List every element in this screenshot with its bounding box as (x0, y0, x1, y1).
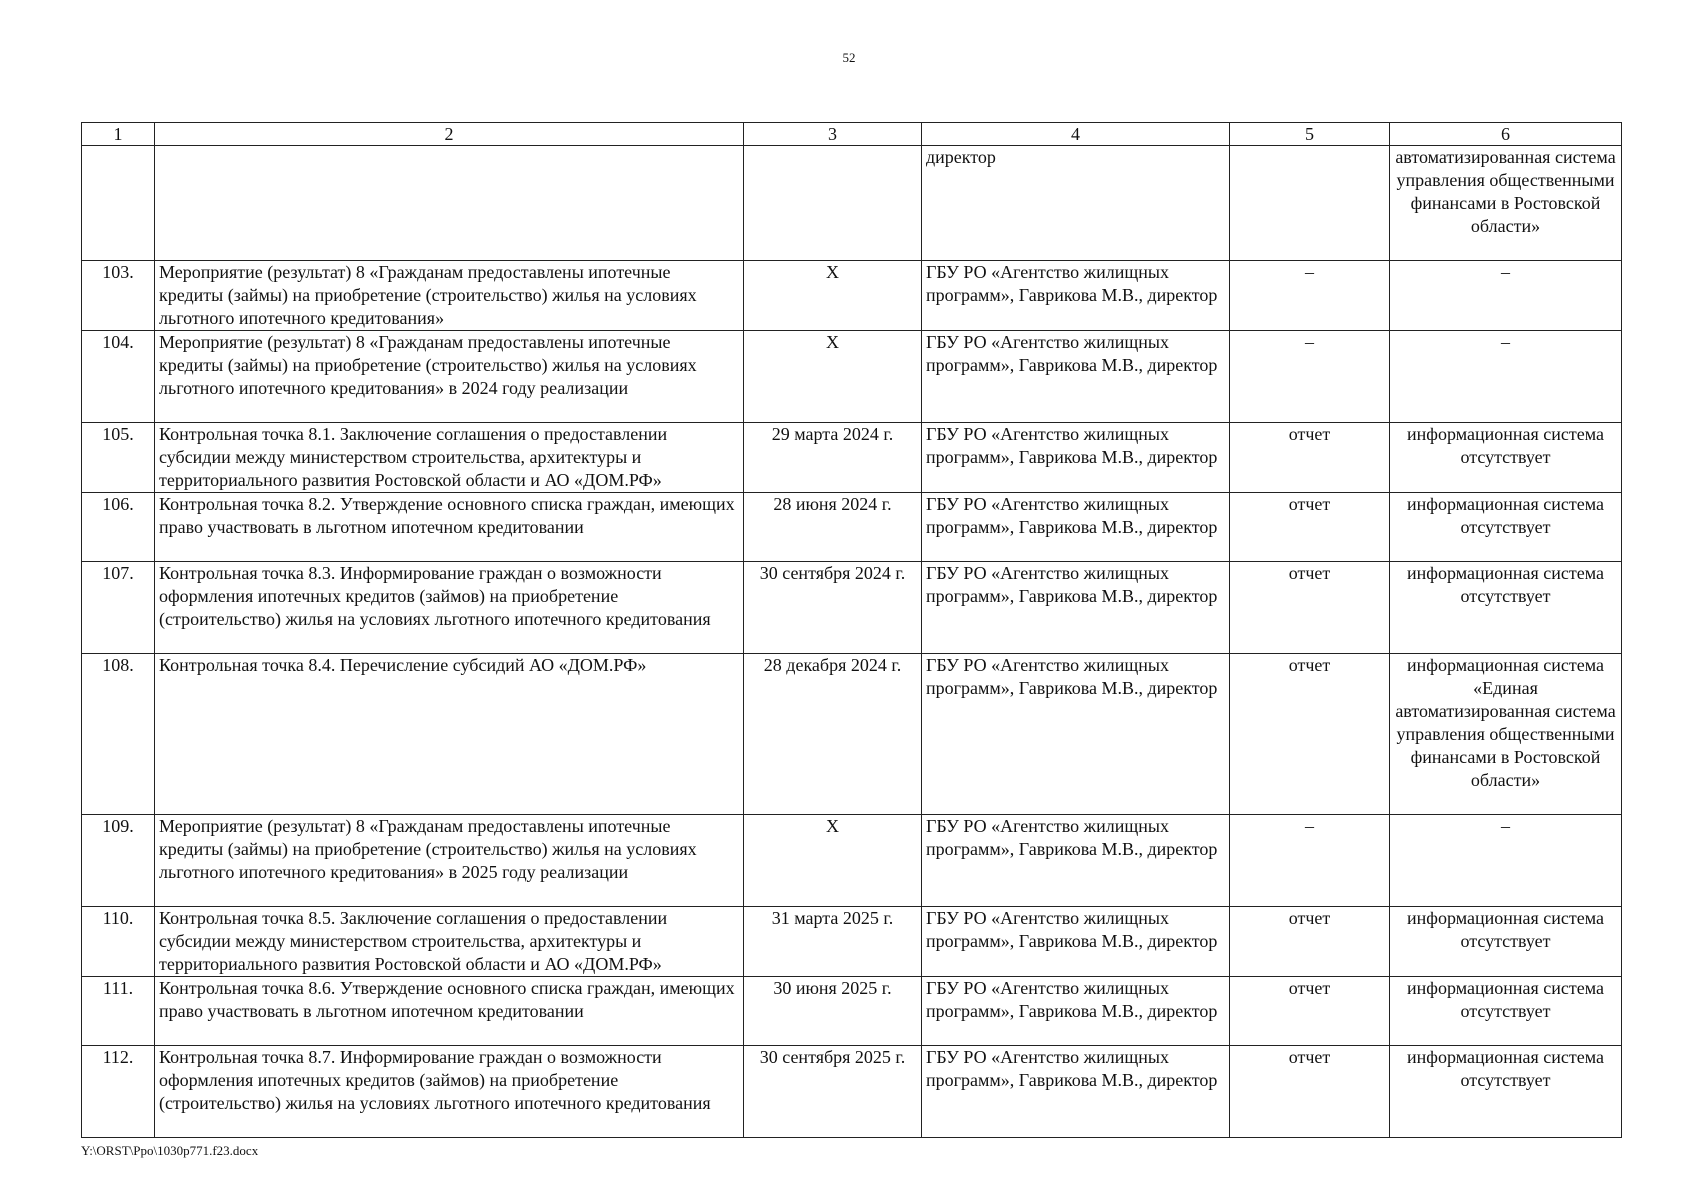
responsible-person-cell: директор (922, 146, 1230, 261)
responsible-person-cell: ГБУ РО «Агентство жилищных программ», Гаврикова М.В., директор (922, 654, 1230, 815)
due-date-cell: 30 июня 2025 г. (744, 977, 922, 1046)
responsible-person-cell: ГБУ РО «Агентство жилищных программ», Гаврикова М.В., директор (922, 907, 1230, 977)
table-row (82, 261, 1622, 331)
information-system-cell: автоматизированная система управления общественными финансами в Ростовской области» (1390, 146, 1622, 261)
information-system-cell: информационная система отсутствует (1390, 562, 1622, 654)
measure-name-cell: Мероприятие (результат) 8 «Гражданам предоставлены ипотечные кредиты (займы) на приобретение (строительство) жилья на условиях льготного ипотечного кредитования» (155, 261, 744, 331)
confirming-document-cell: – (1230, 815, 1390, 907)
due-date-cell: Х (744, 331, 922, 423)
information-system-cell: – (1390, 261, 1622, 331)
page-number: 52 (842, 50, 856, 65)
header-col-2: 2 (155, 123, 744, 146)
responsible-person-cell: ГБУ РО «Агентство жилищных программ», Гаврикова М.В., директор (922, 977, 1230, 1046)
measure-name-cell: Контрольная точка 8.2. Утверждение основного списка граждан, имеющих право участвовать в льготном ипотечном кредитовании (155, 493, 744, 562)
information-system-cell: информационная система отсутствует (1390, 493, 1622, 562)
measure-name-cell: Контрольная точка 8.3. Информирование граждан о возможности оформления ипотечных кредитов (займов) на приобретение (строительство) жилья на условиях льготного ипотечного кредитования (155, 562, 744, 654)
due-date-cell (744, 146, 922, 261)
measure-name-cell: Контрольная точка 8.4. Перечисление субсидий АО «ДОМ.РФ» (155, 654, 744, 815)
table-row (82, 907, 1622, 977)
header-col-6: 6 (1390, 123, 1622, 146)
table-row (82, 562, 1622, 654)
row-number-cell: 112. (82, 1046, 155, 1138)
confirming-document-cell: отчет (1230, 977, 1390, 1046)
table-row (82, 331, 1622, 423)
row-number-cell: 106. (82, 493, 155, 562)
measures-table (81, 122, 1622, 1138)
table-row (82, 815, 1622, 907)
confirming-document-cell: – (1230, 331, 1390, 423)
confirming-document-cell: отчет (1230, 1046, 1390, 1138)
table-row (82, 977, 1622, 1046)
responsible-person-cell: ГБУ РО «Агентство жилищных программ», Гаврикова М.В., директор (922, 493, 1230, 562)
confirming-document-cell: отчет (1230, 493, 1390, 562)
due-date-cell: Х (744, 815, 922, 907)
due-date-cell: 28 июня 2024 г. (744, 493, 922, 562)
row-number-cell: 109. (82, 815, 155, 907)
confirming-document-cell (1230, 146, 1390, 261)
responsible-person-cell: ГБУ РО «Агентство жилищных программ», Гаврикова М.В., директор (922, 562, 1230, 654)
measure-name-cell: Контрольная точка 8.5. Заключение соглашения о предоставлении субсидии между министерством строительства, архитектуры и территориального развития Ростовской области и АО «ДОМ.РФ» (155, 907, 744, 977)
header-col-4: 4 (922, 123, 1230, 146)
information-system-cell: информационная система «Единая автоматизированная система управления общественными финансами в Ростовской области» (1390, 654, 1622, 815)
row-number-cell: 107. (82, 562, 155, 654)
confirming-document-cell: – (1230, 261, 1390, 331)
file-path-footer: Y:\ORST\Ppo\1030p771.f23.docx (81, 1143, 259, 1158)
row-number-cell: 105. (82, 423, 155, 493)
responsible-person-cell: ГБУ РО «Агентство жилищных программ», Гаврикова М.В., директор (922, 261, 1230, 331)
table-row (82, 146, 1622, 261)
table-header-row (82, 123, 1622, 146)
confirming-document-cell: отчет (1230, 562, 1390, 654)
confirming-document-cell: отчет (1230, 423, 1390, 493)
responsible-person-cell: ГБУ РО «Агентство жилищных программ», Гаврикова М.В., директор (922, 815, 1230, 907)
row-number-cell (82, 146, 155, 261)
confirming-document-cell: отчет (1230, 907, 1390, 977)
responsible-person-cell: ГБУ РО «Агентство жилищных программ», Гаврикова М.В., директор (922, 423, 1230, 493)
table-row (82, 493, 1622, 562)
table-body (82, 123, 1622, 1138)
measure-name-cell (155, 146, 744, 261)
responsible-person-cell: ГБУ РО «Агентство жилищных программ», Гаврикова М.В., директор (922, 1046, 1230, 1138)
row-number-cell: 104. (82, 331, 155, 423)
measure-name-cell: Мероприятие (результат) 8 «Гражданам предоставлены ипотечные кредиты (займы) на приобретение (строительство) жилья на условиях льготного ипотечного кредитования» в 2024 году реализации (155, 331, 744, 423)
measure-name-cell: Контрольная точка 8.6. Утверждение основного списка граждан, имеющих право участвовать в льготном ипотечном кредитовании (155, 977, 744, 1046)
table-row (82, 423, 1622, 493)
due-date-cell: Х (744, 261, 922, 331)
row-number-cell: 111. (82, 977, 155, 1046)
header-col-5: 5 (1230, 123, 1390, 146)
table-row (82, 654, 1622, 815)
row-number-cell: 108. (82, 654, 155, 815)
measure-name-cell: Контрольная точка 8.1. Заключение соглашения о предоставлении субсидии между министерством строительства, архитектуры и территориального развития Ростовской области и АО «ДОМ.РФ» (155, 423, 744, 493)
table-row (82, 1046, 1622, 1138)
information-system-cell: информационная система отсутствует (1390, 1046, 1622, 1138)
due-date-cell: 28 декабря 2024 г. (744, 654, 922, 815)
responsible-person-cell: ГБУ РО «Агентство жилищных программ», Гаврикова М.В., директор (922, 331, 1230, 423)
row-number-cell: 110. (82, 907, 155, 977)
due-date-cell: 31 марта 2025 г. (744, 907, 922, 977)
measure-name-cell: Контрольная точка 8.7. Информирование граждан о возможности оформления ипотечных кредитов (займов) на приобретение (строительство) жилья на условиях льготного ипотечного кредитования (155, 1046, 744, 1138)
information-system-cell: – (1390, 331, 1622, 423)
header-col-3: 3 (744, 123, 922, 146)
information-system-cell: информационная система отсутствует (1390, 977, 1622, 1046)
header-col-1: 1 (82, 123, 155, 146)
information-system-cell: информационная система отсутствует (1390, 907, 1622, 977)
information-system-cell: – (1390, 815, 1622, 907)
measure-name-cell: Мероприятие (результат) 8 «Гражданам предоставлены ипотечные кредиты (займы) на приобретение (строительство) жилья на условиях льготного ипотечного кредитования» в 2025 году реализации (155, 815, 744, 907)
row-number-cell: 103. (82, 261, 155, 331)
due-date-cell: 29 марта 2024 г. (744, 423, 922, 493)
confirming-document-cell: отчет (1230, 654, 1390, 815)
due-date-cell: 30 сентября 2024 г. (744, 562, 922, 654)
due-date-cell: 30 сентября 2025 г. (744, 1046, 922, 1138)
information-system-cell: информационная система отсутствует (1390, 423, 1622, 493)
